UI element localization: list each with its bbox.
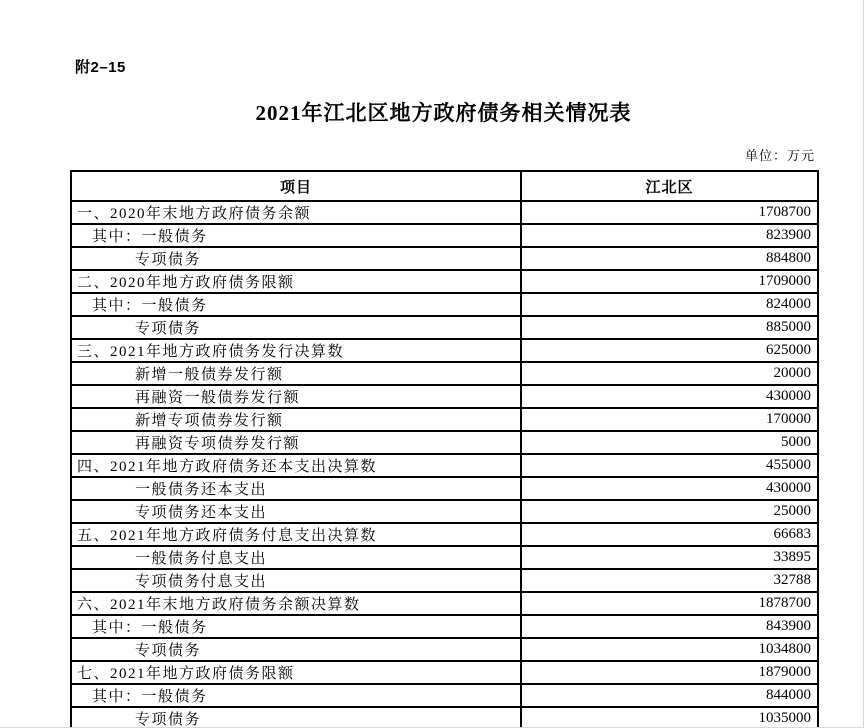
- row-value: 885000: [521, 316, 818, 339]
- row-value: 1035000: [521, 707, 818, 728]
- table-row: [71, 316, 818, 339]
- row-label: 其中：一般债务: [71, 615, 521, 638]
- table-row: [71, 684, 818, 707]
- row-label: 专项债务: [71, 707, 521, 728]
- row-value: 33895: [521, 546, 818, 569]
- table-row: [71, 408, 818, 431]
- page-title: 2021年江北区地方政府债务相关情况表: [255, 101, 632, 125]
- row-label: 专项债务付息支出: [71, 569, 521, 592]
- row-label: 再融资专项债券发行额: [71, 431, 521, 454]
- table-row: [71, 477, 818, 500]
- row-label: 七、2021年地方政府债务限额: [71, 661, 521, 684]
- row-label: 一般债务付息支出: [71, 546, 521, 569]
- column-header-item: 项目: [71, 171, 521, 201]
- row-value: 430000: [521, 385, 818, 408]
- table-row: [71, 523, 818, 546]
- table-row: [71, 592, 818, 615]
- row-value: 824000: [521, 293, 818, 316]
- table-row: [71, 385, 818, 408]
- row-value: 844000: [521, 684, 818, 707]
- row-value: 1878700: [521, 592, 818, 615]
- row-label: 新增一般债券发行额: [71, 362, 521, 385]
- table-row: [71, 224, 818, 247]
- row-label: 一、2020年末地方政府债务余额: [71, 201, 521, 224]
- row-value: 170000: [521, 408, 818, 431]
- row-label: 专项债务还本支出: [71, 500, 521, 523]
- row-label: 四、2021年地方政府债务还本支出决算数: [71, 454, 521, 477]
- row-label: 五、2021年地方政府债务付息支出决算数: [71, 523, 521, 546]
- table-header-row: [71, 171, 818, 201]
- table-row: [71, 339, 818, 362]
- row-label: 再融资一般债券发行额: [71, 385, 521, 408]
- table-row: [71, 362, 818, 385]
- unit-label: 单位：万元: [744, 148, 815, 163]
- table-row: [71, 661, 818, 684]
- row-value: 884800: [521, 247, 818, 270]
- row-value: 1708700: [521, 201, 818, 224]
- row-value: 25000: [521, 500, 818, 523]
- attachment-number: 附2–15: [75, 59, 126, 76]
- row-label: 三、2021年地方政府债务发行决算数: [71, 339, 521, 362]
- row-label: 其中：一般债务: [71, 224, 521, 247]
- table-row: [71, 431, 818, 454]
- table-row: [71, 546, 818, 569]
- row-value: 66683: [521, 523, 818, 546]
- table-row: [71, 569, 818, 592]
- row-value: 823900: [521, 224, 818, 247]
- table-body: [71, 201, 818, 728]
- column-header-region: 江北区: [521, 171, 818, 201]
- row-value: 32788: [521, 569, 818, 592]
- row-label: 新增专项债券发行额: [71, 408, 521, 431]
- debt-table: [70, 170, 819, 728]
- table-row: [71, 615, 818, 638]
- row-label: 其中：一般债务: [71, 684, 521, 707]
- row-label: 专项债务: [71, 638, 521, 661]
- row-label: 专项债务: [71, 247, 521, 270]
- row-label: 其中：一般债务: [71, 293, 521, 316]
- row-value: 1034800: [521, 638, 818, 661]
- row-value: 1709000: [521, 270, 818, 293]
- table-row: [71, 638, 818, 661]
- table-row: [71, 454, 818, 477]
- row-label: 专项债务: [71, 316, 521, 339]
- table-row: [71, 270, 818, 293]
- row-value: 5000: [521, 431, 818, 454]
- table-row: [71, 201, 818, 224]
- row-value: 455000: [521, 454, 818, 477]
- row-value: 625000: [521, 339, 818, 362]
- row-label: 一般债务还本支出: [71, 477, 521, 500]
- row-value: 430000: [521, 477, 818, 500]
- row-label: 六、2021年末地方政府债务余额决算数: [71, 592, 521, 615]
- row-value: 1879000: [521, 661, 818, 684]
- row-label: 二、2020年地方政府债务限额: [71, 270, 521, 293]
- table-row: [71, 707, 818, 728]
- table-row: [71, 293, 818, 316]
- table-row: [71, 500, 818, 523]
- row-value: 843900: [521, 615, 818, 638]
- table-row: [71, 247, 818, 270]
- row-value: 20000: [521, 362, 818, 385]
